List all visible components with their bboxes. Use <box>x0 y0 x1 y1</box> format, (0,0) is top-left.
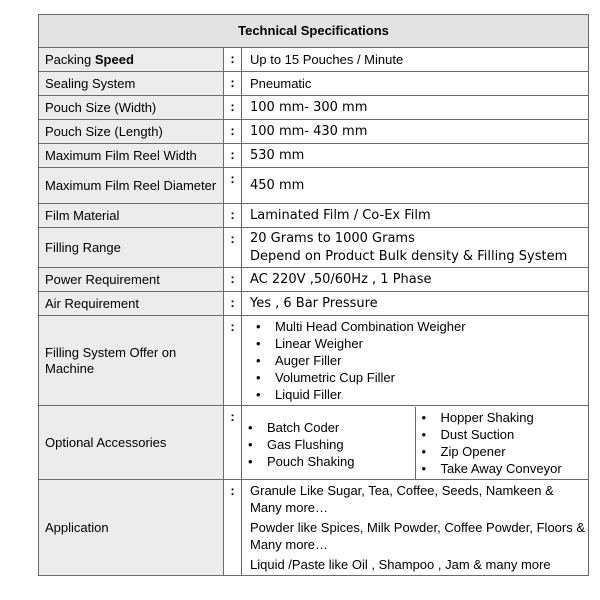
spec-value: 100 mm- 430 mm <box>242 120 589 144</box>
spec-label: Pouch Size (Length) <box>39 120 224 144</box>
accessories-left <box>242 407 415 479</box>
application-paragraph: Granule Like Sugar, Tea, Coffee, Seeds, Namkeen & Many more… <box>250 483 554 515</box>
spec-value: 450 mm <box>242 168 589 204</box>
spec-value <box>242 406 589 480</box>
spec-value: Yes , 6 Bar Pressure <box>242 292 589 316</box>
list-item: • Batch Coder <box>242 419 415 436</box>
list-item: • Liquid Filler <box>250 386 588 403</box>
spec-row-application <box>39 480 589 576</box>
label-bold: Speed <box>94 51 134 67</box>
colon-separator: : <box>224 406 242 480</box>
colon-separator: : <box>224 292 242 316</box>
colon-separator: : <box>224 72 242 96</box>
spec-row-reel-width <box>39 144 589 168</box>
colon-separator: : <box>224 168 242 204</box>
colon-separator: : <box>224 268 242 292</box>
spec-label: Filling Range <box>39 228 224 268</box>
application-paragraph: Liquid /Paste like Oil , Shampoo , Jam & many more <box>250 557 551 572</box>
spec-row-packing-speed <box>39 48 589 72</box>
table-title: Technical Specifications <box>39 15 589 48</box>
spec-row-air-requirement <box>39 292 589 316</box>
spec-label: Optional Accessories <box>39 406 224 480</box>
spec-label: Pouch Size (Width) <box>39 96 224 120</box>
accessories-split <box>242 407 588 479</box>
spec-value <box>242 228 589 268</box>
list-item: • Gas Flushing <box>242 436 415 453</box>
application-paragraph: Powder like Spices, Milk Powder, Coffee Powder, Floors & Many more… <box>250 520 586 552</box>
label-prefix: Packing <box>45 51 95 67</box>
spec-value <box>242 316 589 406</box>
spec-label: Maximum Film Reel Diameter <box>39 168 224 204</box>
accessories-right-list <box>416 409 589 477</box>
spec-label <box>39 48 224 72</box>
title-row <box>39 15 589 48</box>
spec-value <box>242 480 589 576</box>
value-line: Depend on Product Bulk density & Filling System <box>250 249 568 264</box>
value-line: 20 Grams to 1000 Grams <box>250 231 415 246</box>
spec-row-power-requirement <box>39 268 589 292</box>
spec-row-reel-diameter <box>39 168 589 204</box>
spec-value: Laminated Film / Co-Ex Film <box>242 204 589 228</box>
colon-separator: : <box>224 120 242 144</box>
spec-label: Air Requirement <box>39 292 224 316</box>
list-item: • Linear Weigher <box>250 335 588 352</box>
spec-value: Up to 15 Pouches / Minute <box>242 48 589 72</box>
list-item: • Volumetric Cup Filler <box>250 369 588 386</box>
spec-label: Application <box>39 480 224 576</box>
technical-specifications-table <box>38 14 589 576</box>
spec-label: Power Requirement <box>39 268 224 292</box>
colon-separator: : <box>224 228 242 268</box>
list-item: • Multi Head Combination Weigher <box>250 318 588 335</box>
colon-separator: : <box>224 316 242 406</box>
list-item: • Zip Opener <box>416 443 589 460</box>
colon-separator: : <box>224 48 242 72</box>
accessories-left-list <box>242 419 415 470</box>
spec-row-filling-system <box>39 316 589 406</box>
spec-row-optional-accessories <box>39 406 589 480</box>
filling-system-list <box>250 318 588 403</box>
colon-separator: : <box>224 204 242 228</box>
spec-label: Film Material <box>39 204 224 228</box>
list-item: • Take Away Conveyor <box>416 460 589 477</box>
list-item: • Dust Suction <box>416 426 589 443</box>
spec-label: Filling System Offer on Machine <box>39 316 224 406</box>
spec-value: 100 mm- 300 mm <box>242 96 589 120</box>
spec-label: Maximum Film Reel Width <box>39 144 224 168</box>
list-item: • Pouch Shaking <box>242 453 415 470</box>
spec-row-filling-range <box>39 228 589 268</box>
colon-separator: : <box>224 480 242 576</box>
colon-separator: : <box>224 96 242 120</box>
spec-row-pouch-length <box>39 120 589 144</box>
spec-label: Sealing System <box>39 72 224 96</box>
spec-row-pouch-width <box>39 96 589 120</box>
list-item: • Hopper Shaking <box>416 409 589 426</box>
spec-row-sealing-system <box>39 72 589 96</box>
spec-row-film-material <box>39 204 589 228</box>
list-item: • Auger Filler <box>250 352 588 369</box>
colon-separator: : <box>224 144 242 168</box>
accessories-right <box>415 407 589 479</box>
spec-value: 530 mm <box>242 144 589 168</box>
spec-value: Pneumatic <box>242 72 589 96</box>
spec-value: AC 220V ,50/60Hz , 1 Phase <box>242 268 589 292</box>
